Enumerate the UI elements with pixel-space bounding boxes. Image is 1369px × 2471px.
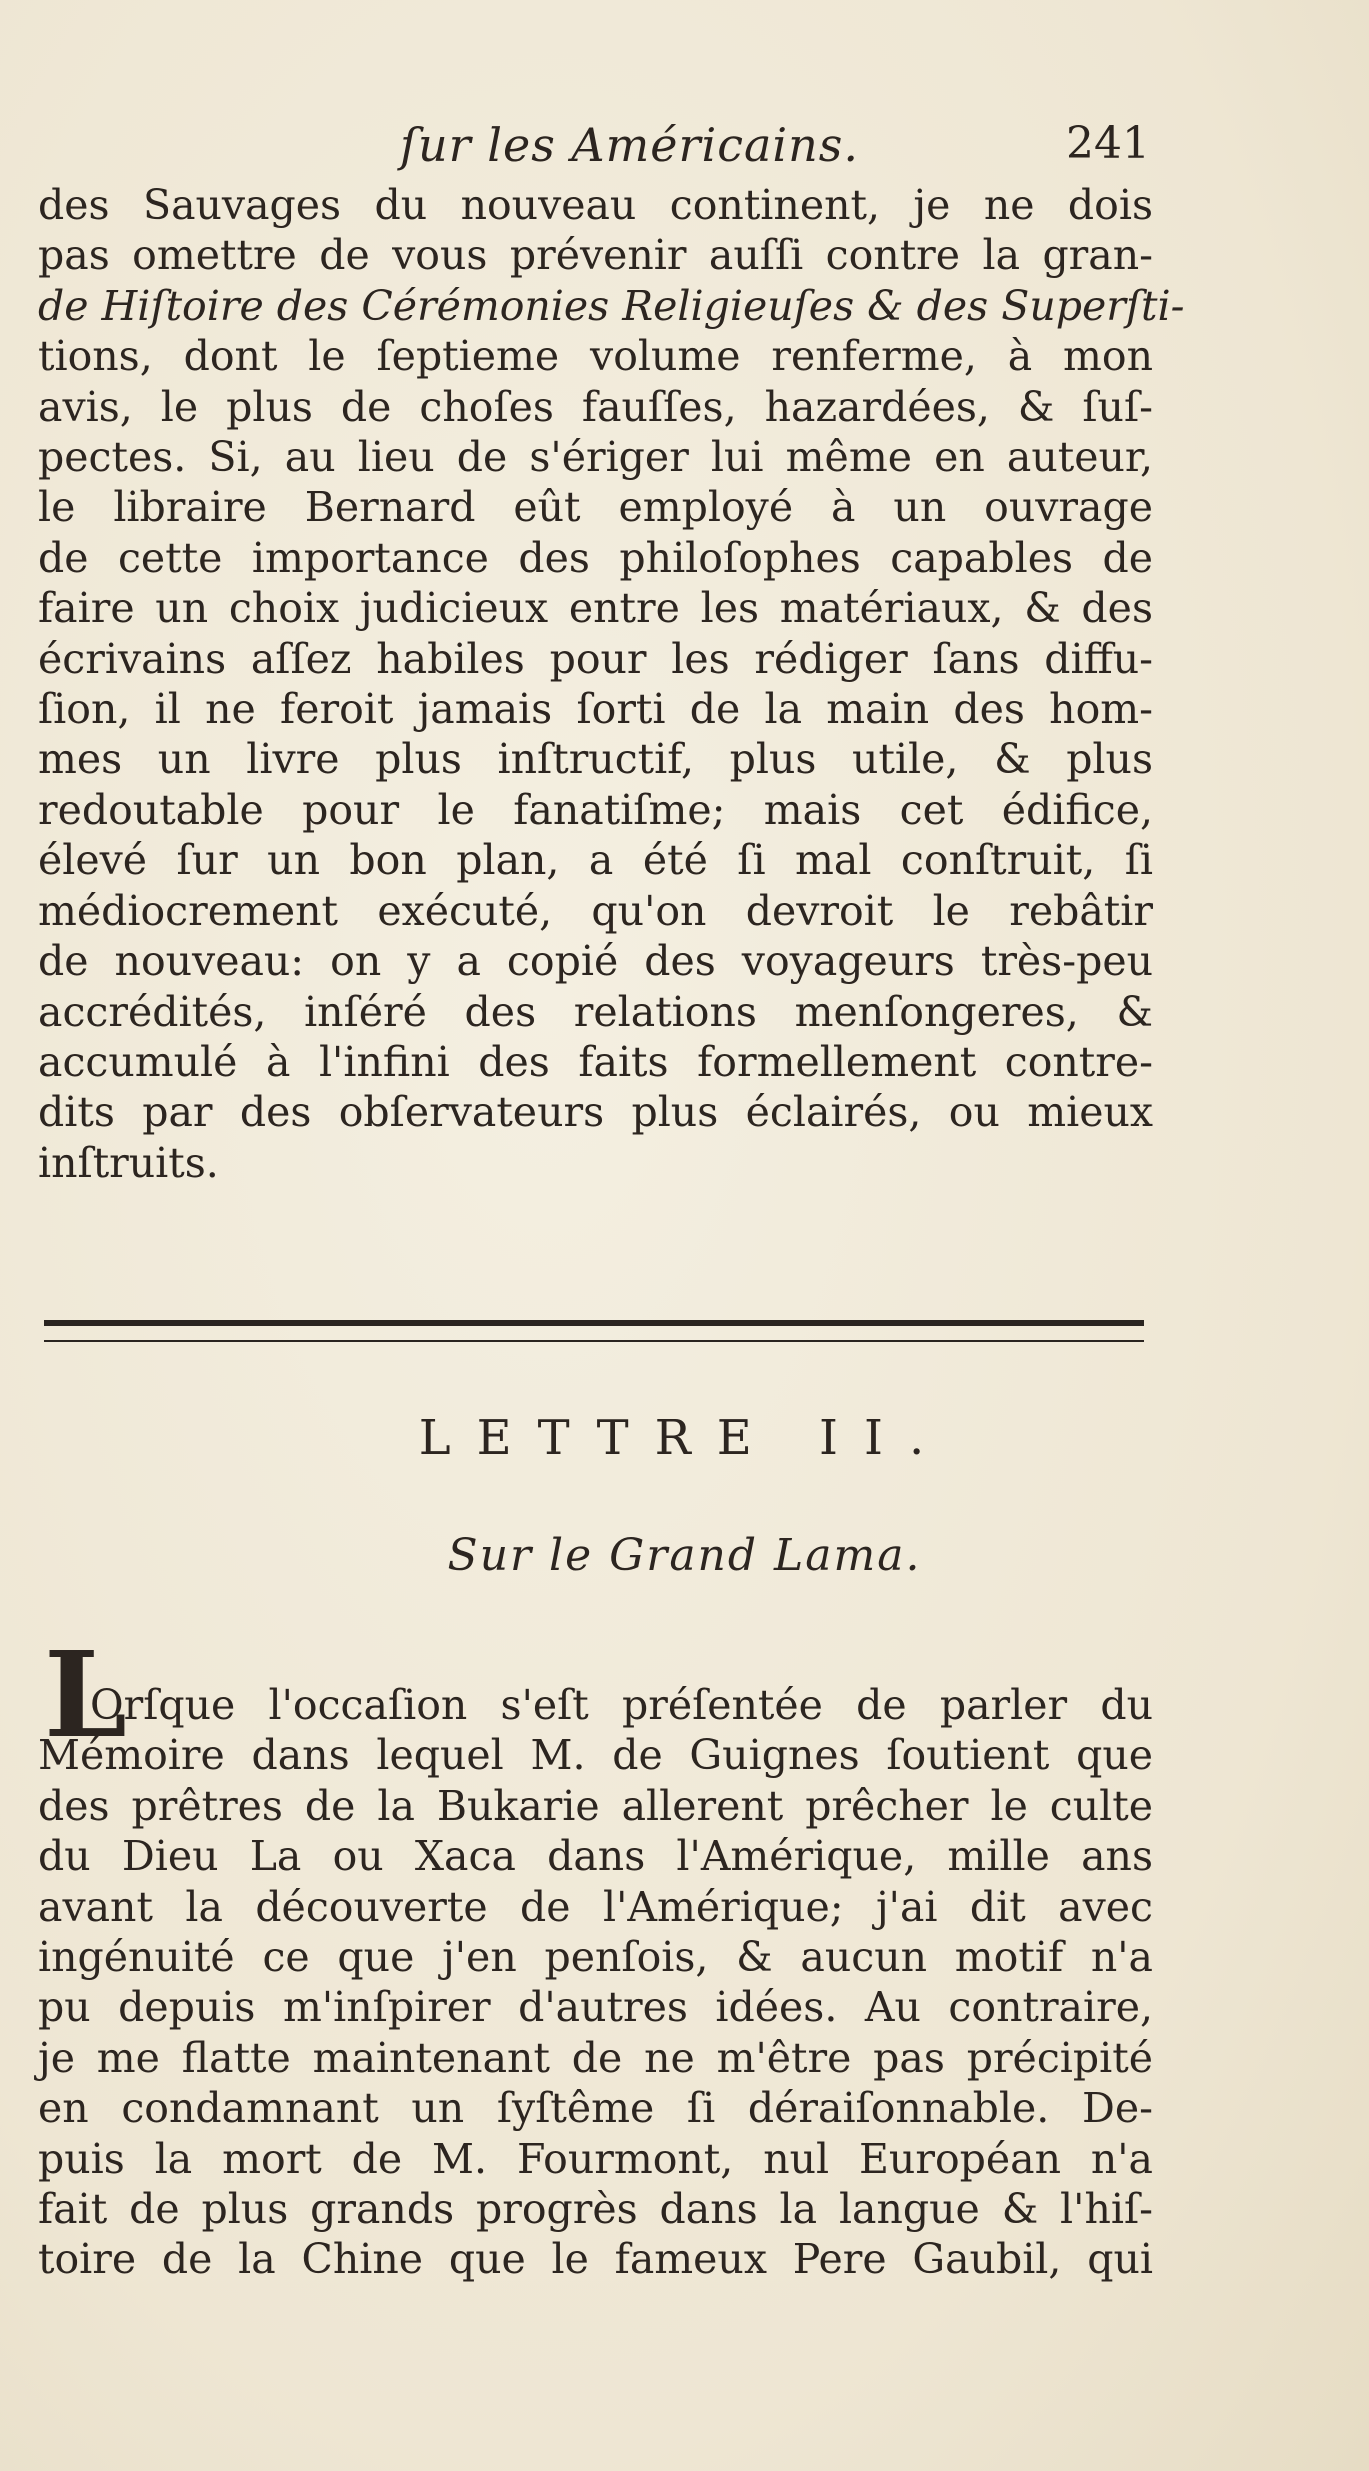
page-number: 241 xyxy=(1066,118,1150,169)
text-line: écrivains aſſez habiles pour les rédiger ſans diffu- xyxy=(38,634,1153,683)
text-line: dits par des obſervateurs plus éclairés, ou mieux xyxy=(38,1088,1153,1137)
text-line: inſtruits. xyxy=(38,1138,219,1187)
text-line: du Dieu La ou Xaca dans l'Amérique, mille ans xyxy=(38,1832,1153,1881)
text-line: accumulé à l'infini des faits formellement contre- xyxy=(38,1037,1153,1086)
text-line: toire de la Chine que le fameux Pere Gaubil, qui xyxy=(38,2235,1153,2284)
text-line: ſion, il ne feroit jamais ſorti de la main des hom- xyxy=(38,685,1153,734)
text-line: avant la découverte de l'Amérique; j'ai dit avec xyxy=(38,1882,1153,1931)
letter-heading: LETTRE II. xyxy=(418,1410,951,1466)
running-head-title: ſur les Américains. xyxy=(400,118,859,172)
text-line: pu depuis m'inſpirer d'autres idées. Au contraire, xyxy=(38,1983,1153,2032)
text-line: de nouveau: on y a copié des voyageurs très-peu xyxy=(38,937,1153,986)
text-line: élevé ſur un bon plan, a été ſi mal conſtruit, ſi xyxy=(38,836,1153,885)
text-line: pectes. Si, au lieu de s'ériger lui même en auteur, xyxy=(38,433,1153,482)
text-line: je me flatte maintenant de ne m'être pas précipité xyxy=(38,2033,1153,2082)
letter-subtitle: Sur le Grand Lama. xyxy=(447,1530,922,1581)
text-line: des prêtres de la Bukarie allerent prêcher le culte xyxy=(38,1781,1153,1830)
text-line: accrédités, inſéré des relations menſongeres, & xyxy=(38,987,1153,1036)
text-line: ingénuité ce que j'en penſois, & aucun motif n'a xyxy=(38,1933,1153,1982)
text-line: en condamnant un ſyſtême ſi déraiſonnable. De- xyxy=(38,2084,1153,2133)
text-line: faire un choix judicieux entre les matériaux, & des xyxy=(38,584,1153,633)
paragraph xyxy=(38,180,1185,1188)
text-line: de cette importance des philoſophes capables de xyxy=(38,533,1153,582)
text-line: pas omettre de vous prévenir auſſi contre la gran- xyxy=(38,231,1153,280)
text-line: puis la mort de M. Fourmont, nul Européan n'a xyxy=(38,2134,1153,2183)
text-line: fait de plus grands progrès dans la langue & l'hiſ- xyxy=(38,2185,1153,2234)
running-head xyxy=(40,118,1150,178)
text-line: de Hiſtoire des Cérémonies Religieuſes & des Superſti- xyxy=(38,281,1185,330)
text-line: des Sauvages du nouveau continent, je ne dois xyxy=(38,181,1153,229)
text-line: Orſque l'occaſion s'eſt préſentée de parler du xyxy=(90,1681,1153,1729)
text-line: tions, dont le ſeptieme volume renferme, à mon xyxy=(38,332,1153,381)
text-line: médiocrement exécuté, qu'on devroit le rebâtir xyxy=(38,886,1153,935)
text-line: Mémoire dans lequel M. de Guignes ſoutient que xyxy=(38,1731,1153,1780)
text-line: redoutable pour le fanatiſme; mais cet édifice, xyxy=(38,785,1153,834)
text-line: mes un livre plus inſtructif, plus utile, & plus xyxy=(38,735,1153,784)
text-line: le libraire Bernard eût employé à un ouvrage xyxy=(38,483,1153,532)
text-line: avis, le plus de choſes fauſſes, hazardées, & ſuſ- xyxy=(38,382,1153,431)
drop-cap: L xyxy=(44,1625,127,1764)
section-divider xyxy=(44,1320,1144,1342)
letter-paragraph xyxy=(38,1680,1153,2285)
